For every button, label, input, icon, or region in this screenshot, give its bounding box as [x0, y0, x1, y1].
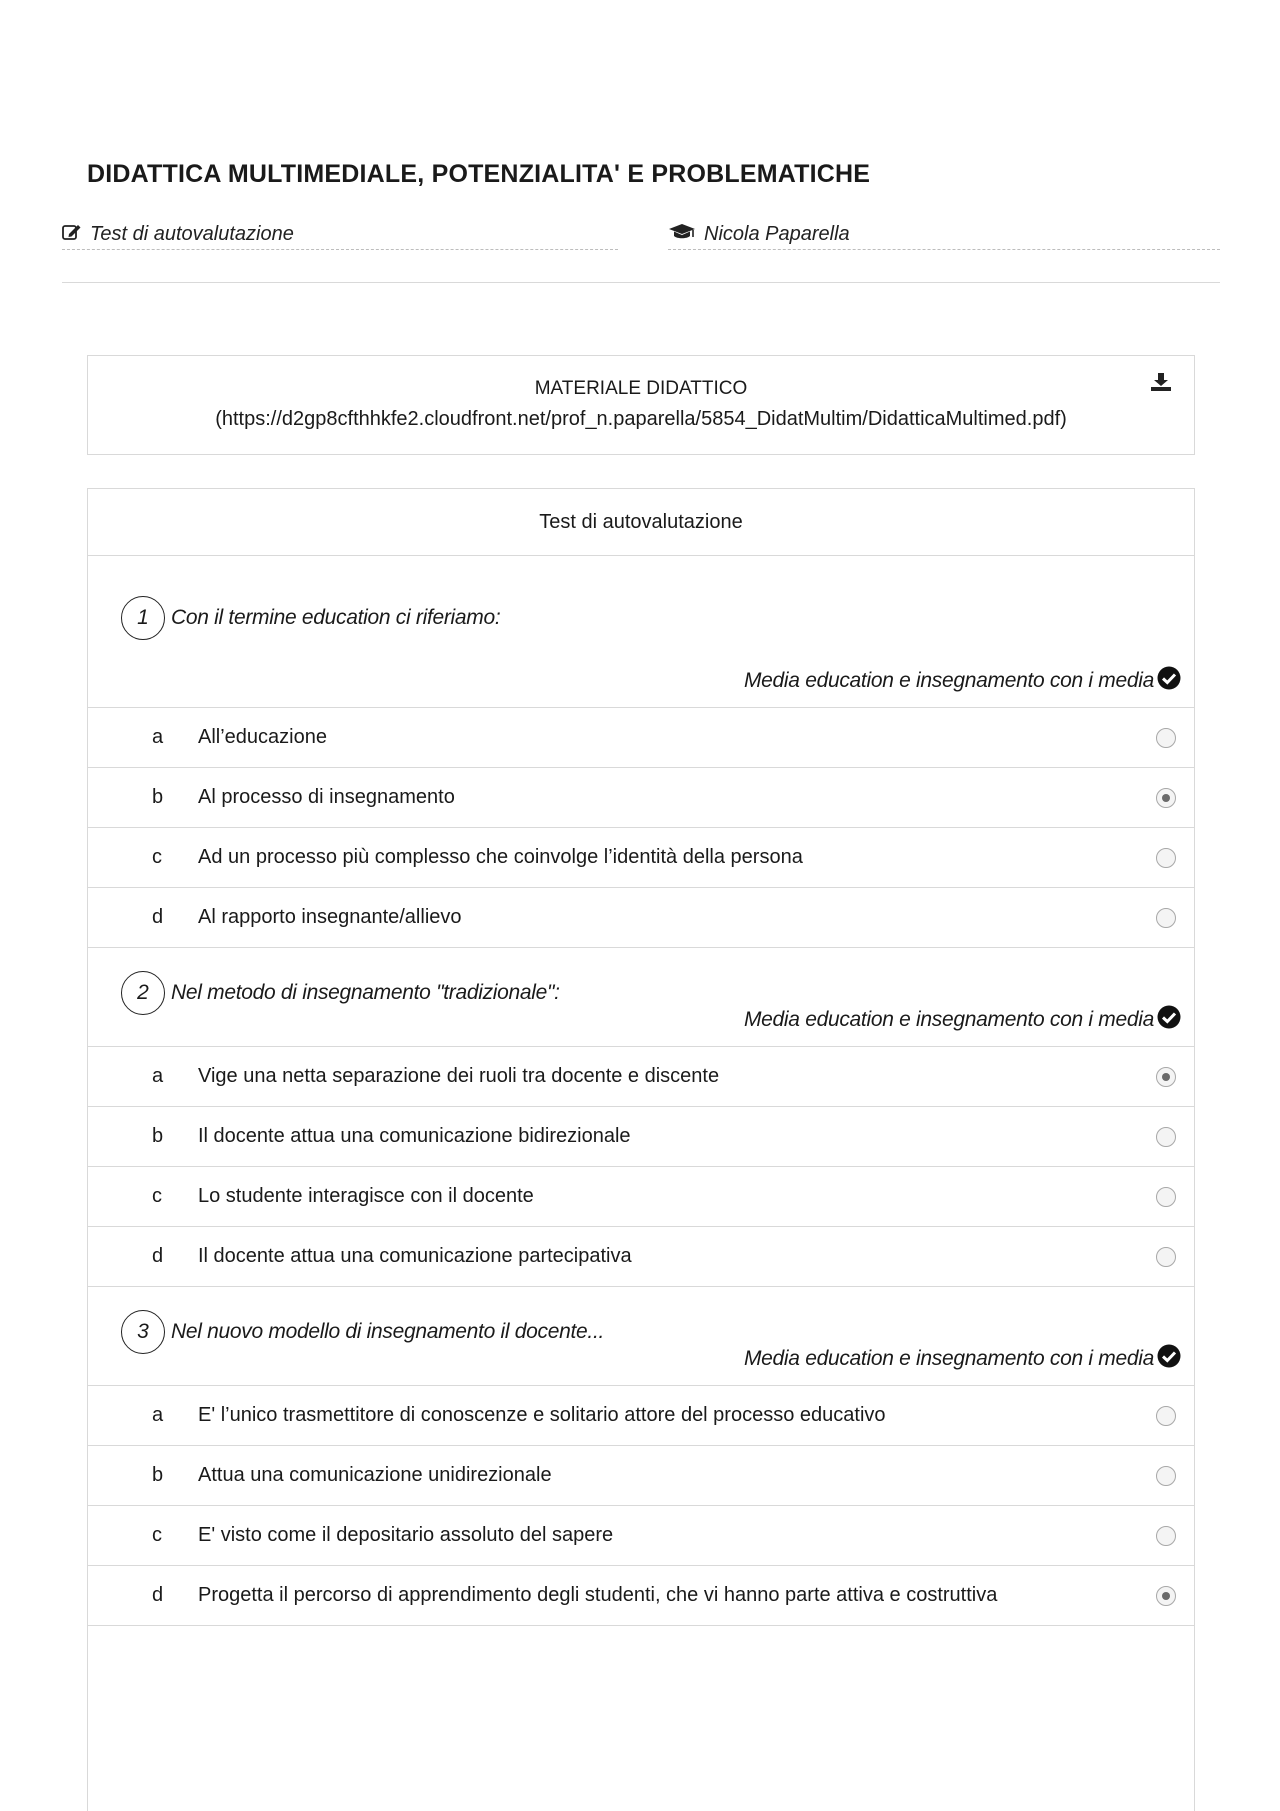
material-title: MATERIALE DIDATTICO — [534, 378, 748, 399]
answer-option[interactable] — [88, 827, 1194, 887]
author-field — [668, 220, 1220, 250]
divider — [62, 282, 1220, 283]
question-topic — [744, 1344, 1181, 1374]
option-text: Vige una netta separazione dei ruoli tra docente e discente — [198, 1065, 720, 1087]
option-letter: c — [152, 1524, 162, 1546]
option-letter: a — [152, 1404, 164, 1426]
option-radio[interactable] — [1156, 1526, 1176, 1546]
answer-option[interactable] — [88, 887, 1194, 947]
option-letter: b — [152, 786, 164, 808]
option-letter: d — [152, 1584, 164, 1606]
option-radio[interactable] — [1156, 1466, 1176, 1486]
option-text: Al rapporto insegnante/allievo — [198, 906, 462, 928]
option-text: Ad un processo più complesso che coinvolge l’identità della persona — [198, 846, 803, 868]
topic-label: Media education e insegnamento con i media — [743, 1008, 1154, 1031]
question-text: Nel nuovo modello di insegnamento il docente... — [171, 1320, 605, 1343]
question-topic — [744, 1005, 1181, 1035]
option-text: Al processo di insegnamento — [198, 786, 455, 808]
graduation-cap-icon — [668, 223, 696, 247]
answer-option[interactable] — [88, 1565, 1194, 1625]
option-text: Il docente attua una comunicazione partecipativa — [198, 1245, 632, 1267]
question-2 — [88, 947, 1194, 1286]
answer-option[interactable] — [88, 1226, 1194, 1286]
meta-row — [62, 220, 1220, 250]
question-topic — [744, 666, 1181, 696]
option-text: Lo studente interagisce con il docente — [198, 1185, 534, 1207]
question-3 — [88, 1286, 1194, 1626]
option-radio-selected[interactable] — [1156, 788, 1176, 808]
test-type-field — [62, 220, 618, 250]
option-text: Attua una comunicazione unidirezionale — [198, 1464, 552, 1486]
test-type-label: Test di autovalutazione — [90, 223, 294, 245]
divider — [88, 1625, 1194, 1626]
question-1 — [88, 556, 1194, 947]
check-circle-icon — [1157, 1005, 1181, 1035]
answer-option[interactable] — [88, 1385, 1194, 1445]
answer-option[interactable] — [88, 1046, 1194, 1106]
option-text: E' l’unico trasmettitore di conoscenze e solitario attore del processo educativo — [198, 1404, 886, 1426]
option-letter: a — [152, 726, 164, 748]
answer-option[interactable] — [88, 1505, 1194, 1565]
question-number: 3 — [121, 1310, 165, 1354]
option-text: E' visto come il depositario assoluto del sapere — [198, 1524, 614, 1546]
download-icon[interactable] — [1150, 372, 1172, 397]
answer-option[interactable] — [88, 1106, 1194, 1166]
question-header — [88, 948, 1194, 1046]
option-radio[interactable] — [1156, 1406, 1176, 1426]
material-url[interactable]: (https://d2gp8cfthhkfe2.cloudfront.net/prof_n.paparella/5854_DidatMultim/DidatticaMultimed.pdf) — [215, 408, 1067, 430]
check-circle-icon — [1157, 666, 1181, 696]
option-radio[interactable] — [1156, 1187, 1176, 1207]
option-radio[interactable] — [1156, 728, 1176, 748]
test-box — [87, 488, 1195, 1811]
question-header — [88, 1287, 1194, 1385]
option-radio[interactable] — [1156, 908, 1176, 928]
answer-option[interactable] — [88, 707, 1194, 767]
option-letter: d — [152, 906, 164, 928]
topic-label: Media education e insegnamento con i media — [743, 1347, 1154, 1370]
answer-option[interactable] — [88, 767, 1194, 827]
option-letter: c — [152, 846, 162, 868]
answer-option[interactable] — [88, 1166, 1194, 1226]
option-radio[interactable] — [1156, 848, 1176, 868]
answer-option[interactable] — [88, 1445, 1194, 1505]
option-letter: c — [152, 1185, 162, 1207]
question-number: 2 — [121, 971, 165, 1015]
option-radio-selected[interactable] — [1156, 1067, 1176, 1087]
test-header: Test di autovalutazione — [88, 489, 1194, 556]
document-title: DIDATTICA MULTIMEDIALE, POTENZIALITA' E PROBLEMATICHE — [87, 160, 871, 188]
check-circle-icon — [1157, 1344, 1181, 1374]
option-letter: b — [152, 1125, 164, 1147]
author-name: Nicola Paparella — [704, 223, 850, 245]
option-text: Il docente attua una comunicazione bidirezionale — [198, 1125, 631, 1147]
option-letter: d — [152, 1245, 164, 1267]
question-header — [88, 556, 1194, 707]
question-number: 1 — [121, 596, 165, 640]
question-text: Con il termine education ci riferiamo: — [171, 606, 501, 629]
option-letter: a — [152, 1065, 164, 1087]
material-box — [87, 355, 1195, 455]
topic-label: Media education e insegnamento con i media — [743, 669, 1154, 692]
question-text: Nel metodo di insegnamento "tradizionale": — [171, 981, 560, 1004]
option-text: Progetta il percorso di apprendimento degli studenti, che vi hanno parte attiva e costruttiva — [198, 1584, 998, 1606]
option-text: All’educazione — [198, 726, 327, 748]
option-radio[interactable] — [1156, 1127, 1176, 1147]
edit-icon — [62, 223, 82, 247]
option-radio[interactable] — [1156, 1247, 1176, 1267]
option-letter: b — [152, 1464, 164, 1486]
option-radio-selected[interactable] — [1156, 1586, 1176, 1606]
